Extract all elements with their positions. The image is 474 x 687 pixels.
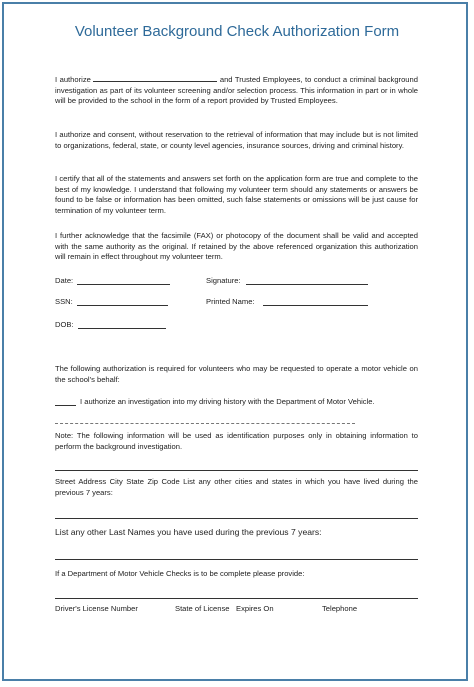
signature-field[interactable] — [246, 284, 368, 285]
authorize-lead: I authorize — [55, 75, 91, 84]
dmv-check-label: If a Department of Motor Vehicle Checks is to be complete please provide: — [55, 569, 305, 578]
paragraph-acknowledge: I further acknowledge that the facsimile (FAX) or photocopy of the document shall be valid and accepted with the same authority as the original. If retained by the above referenced organization this authorization will remain in effect throughout my volunteer term. — [55, 231, 418, 262]
address-entry-line[interactable] — [55, 470, 418, 471]
ssn-label: SSN: — [55, 297, 73, 306]
last-names-line[interactable] — [55, 559, 418, 560]
expires-on-label: Expires On — [236, 604, 274, 613]
paragraph-authorize — [55, 73, 418, 107]
note-text: Note: The following information will be used as identification purposes only in obtaining information to perform the background investigation. — [55, 431, 418, 451]
paragraph-motor-vehicle: The following authorization is required for volunteers who may be requested to operate a motor vehicle on the school's behalf: — [55, 364, 418, 384]
telephone-label: Telephone — [322, 604, 358, 613]
dmv-authorize-label: I authorize an investigation into my driving history with the Department of Motor Vehicle. — [80, 397, 375, 406]
last-names-label: List any other Last Names you have used during the previous 7 years: — [55, 527, 322, 537]
signature-label: Signature: — [206, 276, 241, 285]
printed-name-label: Printed Name: — [206, 297, 255, 306]
form-title: Volunteer Background Check Authorization Form — [74, 23, 400, 40]
printed-name-field[interactable] — [263, 305, 368, 306]
authorizer-blank[interactable] — [93, 73, 217, 82]
paragraph-certify: I certify that all of the statements and answers set forth on the application form are true and complete to the best of my knowledge. I understand that following my volunteer term should any statements or answers be found to be false or information has been omitted, such false statements or omissions will be just cause for termination of my volunteer term. — [55, 174, 418, 215]
date-label: Date: — [55, 276, 74, 285]
dashed-divider — [55, 423, 355, 424]
license-number-label: Driver's License Number — [55, 604, 138, 613]
dob-field[interactable] — [78, 328, 166, 329]
date-field[interactable] — [77, 284, 170, 285]
paragraph-consent: I authorize and consent, without reservation to the retrieval of information that may include but is not limited to organizations, federal, state, or county level agencies, insurance sources, driving and criminal history. — [55, 130, 418, 150]
address-label: Street Address City State Zip Code List any other cities and states in which you have lived during the previous 7 years: — [55, 477, 418, 497]
authorize-rest: and Trusted Employees, to conduct a criminal background investigation as part of its volunteer screening and/or selection process. This information in part or in whole will be provided to the school in the form of a report provided by Trusted Employees. — [55, 75, 418, 106]
state-of-license-label: State of License — [175, 604, 230, 613]
dmv-authorize-checkbox-line[interactable] — [55, 405, 76, 406]
address-history-line[interactable] — [55, 518, 418, 519]
dob-label: DOB: — [55, 320, 74, 329]
license-info-line[interactable] — [55, 598, 418, 599]
ssn-field[interactable] — [77, 305, 168, 306]
